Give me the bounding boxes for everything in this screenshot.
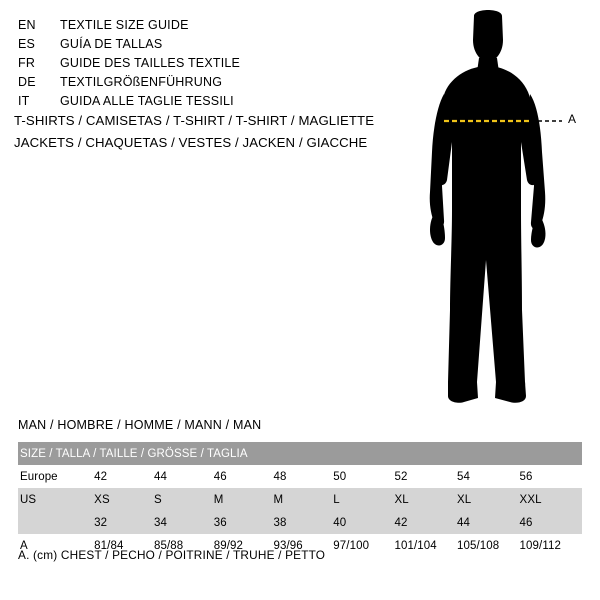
language-code: EN [18, 18, 36, 32]
language-code: IT [18, 94, 30, 108]
cell-value: 42 [94, 465, 154, 488]
row-label: US [18, 488, 94, 511]
cell-value: M [214, 488, 274, 511]
cell-value: 101/104 [394, 534, 457, 557]
cell-value: 52 [394, 465, 457, 488]
language-text: GUIDA ALLE TAGLIE TESSILI [60, 94, 234, 108]
table-row [18, 511, 582, 534]
callout-label-a: A [568, 112, 577, 126]
category-jackets: JACKETS / CHAQUETAS / VESTES / JACKEN / GIACCHE [14, 135, 368, 150]
language-row [18, 35, 368, 54]
category-list [14, 110, 374, 154]
body-figure [400, 10, 600, 410]
cell-value: 44 [457, 511, 520, 534]
cell-value: XL [394, 488, 457, 511]
cell-value: XXL [520, 488, 582, 511]
language-code: FR [18, 56, 36, 70]
cell-value: XL [457, 488, 520, 511]
cell-value: 42 [394, 511, 457, 534]
language-row [18, 16, 368, 35]
cell-value: 109/112 [520, 534, 582, 557]
cell-value: 81/84 [94, 534, 154, 557]
cell-value: 38 [274, 511, 334, 534]
language-row [18, 54, 368, 73]
cell-value: M [274, 488, 334, 511]
cell-value: 85/88 [154, 534, 214, 557]
cell-value: 56 [520, 465, 582, 488]
cell-value: 54 [457, 465, 520, 488]
language-text: GUÍA DE TALLAS [60, 37, 163, 51]
row-label: A [18, 534, 94, 557]
cell-value: 44 [154, 465, 214, 488]
language-text: TEXTILE SIZE GUIDE [60, 18, 189, 32]
cell-value: 48 [274, 465, 334, 488]
cell-value: 50 [333, 465, 394, 488]
cell-value: L [333, 488, 394, 511]
table-title: MAN / HOMBRE / HOMME / MANN / MAN [18, 418, 262, 432]
table-row [18, 488, 582, 511]
language-text: TEXTILGRÖßENFÜHRUNG [60, 75, 223, 89]
footnote: A. (cm) CHEST / PECHO / POITRINE / TRUHE / PETTO [18, 548, 326, 562]
cell-value: 105/108 [457, 534, 520, 557]
size-table [18, 442, 582, 557]
language-text: GUIDE DES TAILLES TEXTILE [60, 56, 241, 70]
cell-value: 89/92 [214, 534, 274, 557]
cell-value: 97/100 [333, 534, 394, 557]
cell-value: 32 [94, 511, 154, 534]
cell-value: S [154, 488, 214, 511]
language-row [18, 73, 368, 92]
row-label [18, 511, 94, 534]
cell-value: 46 [520, 511, 582, 534]
cell-value: 46 [214, 465, 274, 488]
row-label: Europe [18, 465, 94, 488]
language-list [18, 16, 368, 111]
language-code: ES [18, 37, 36, 51]
cell-value: 93/96 [274, 534, 334, 557]
cell-value: 34 [154, 511, 214, 534]
table-header-row [18, 442, 582, 465]
language-code: DE [18, 75, 36, 89]
table-row [18, 465, 582, 488]
table-header-label: SIZE / TALLA / TAILLE / GRÖSSE / TAGLIA [18, 442, 582, 465]
cell-value: XS [94, 488, 154, 511]
male-silhouette-icon [400, 10, 600, 410]
language-row [18, 92, 368, 111]
cell-value: 36 [214, 511, 274, 534]
cell-value: 40 [333, 511, 394, 534]
category-tshirts: T-SHIRTS / CAMISETAS / T-SHIRT / T-SHIRT / MAGLIETTE [14, 113, 375, 128]
